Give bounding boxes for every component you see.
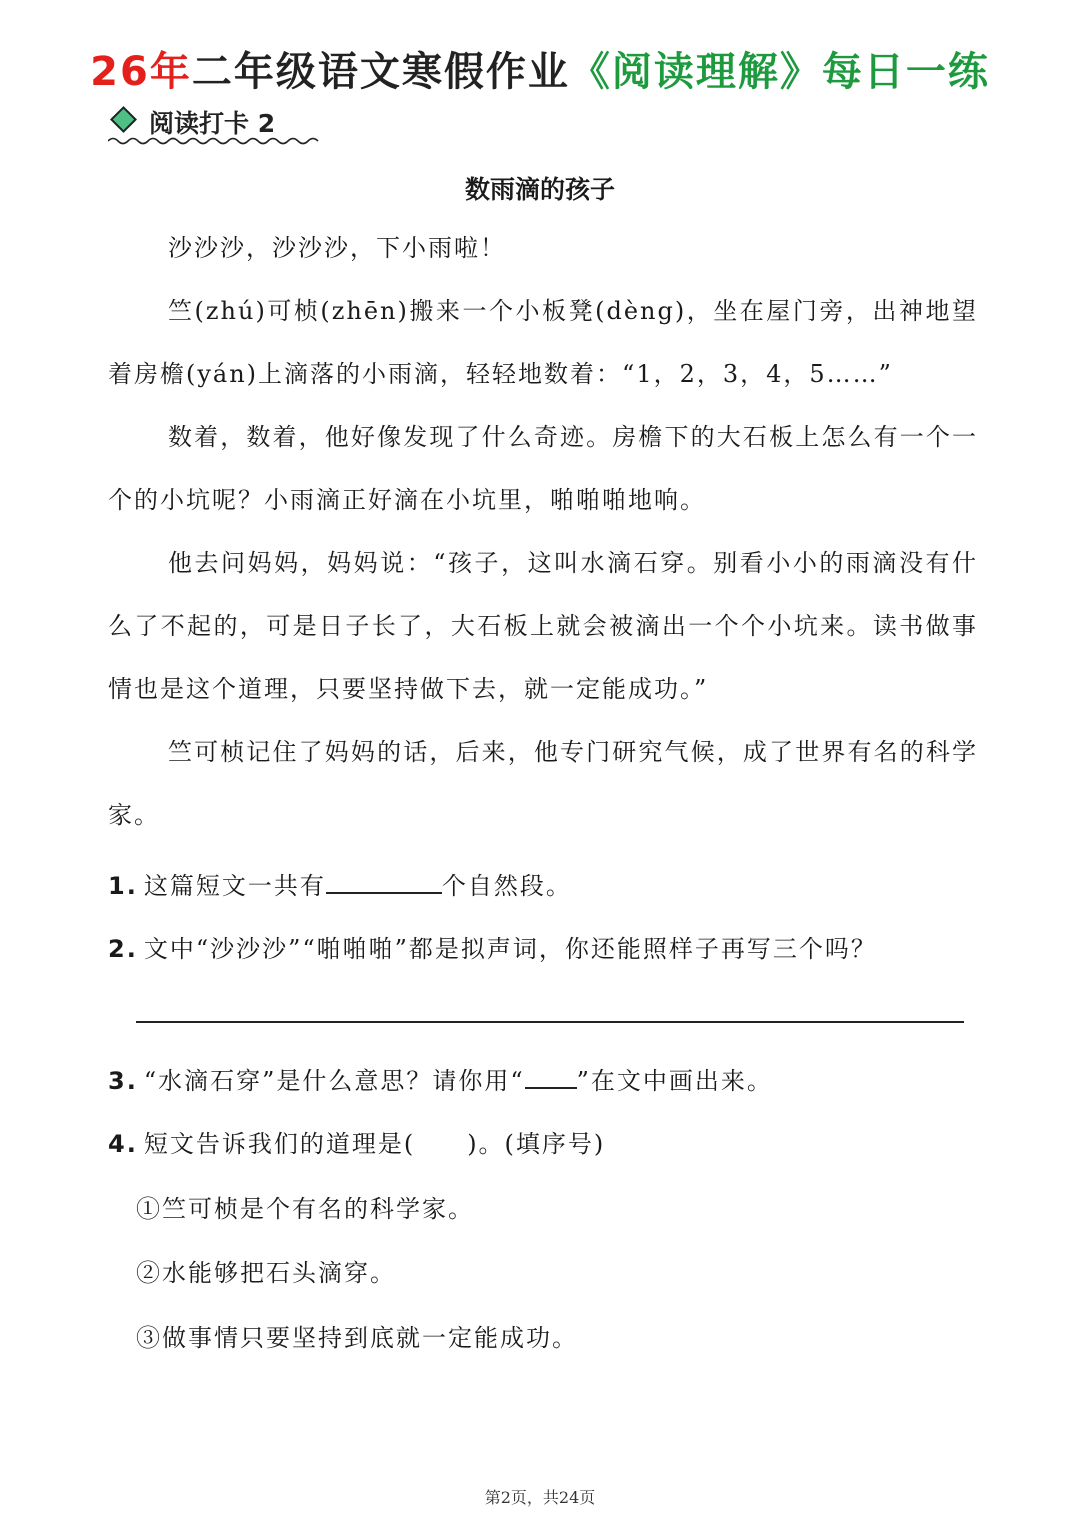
question-3-text: “水滴石穿”是什么意思？请你用“: [143, 1067, 525, 1095]
banner-subject: 《阅读理解》: [569, 49, 822, 95]
checkin-label: 阅读打卡 2: [149, 109, 276, 138]
question-4-option-2: ②水能够把石头滴穿。: [136, 1259, 396, 1287]
question-1: [108, 866, 572, 901]
story-title: 数雨滴的孩子: [464, 175, 615, 204]
question-1-text-end: 个自然段。: [441, 872, 572, 900]
story-paragraph-1: 沙沙沙，沙沙沙，下小雨啦！: [168, 234, 506, 262]
question-3-number: 3.: [108, 1067, 138, 1095]
banner-year: 26年: [90, 49, 192, 95]
story-paragraph-3: 数着，数着，他好像发现了什么奇迹。房檐下的大石板上怎么有一个一个的小坑呢？小雨滴正好滴在小坑里，啪啪啪地响。: [108, 423, 978, 514]
question-2-text: 文中“沙沙沙”“啪啪啪”都是拟声词，你还能照样子再写三个吗？: [143, 935, 877, 963]
question-4: [108, 1124, 605, 1159]
question-3-underline-sample: [525, 1065, 577, 1089]
question-1-blank[interactable]: [326, 870, 442, 894]
wavy-underline: [108, 136, 320, 146]
reading-checkin-heading: [110, 104, 275, 140]
question-3-text-end: ”在文中画出来。: [576, 1067, 773, 1095]
question-2-number: 2.: [108, 935, 138, 963]
question-4-option-1: ①竺可桢是个有名的科学家。: [136, 1195, 474, 1223]
question-1-number: 1.: [108, 872, 138, 900]
question-4-option-3: ③做事情只要坚持到底就一定能成功。: [136, 1324, 578, 1352]
story-paragraph-5: 竺可桢记住了妈妈的话，后来，他专门研究气候，成了世界有名的科学家。: [108, 738, 978, 829]
story-paragraph-2: 竺(zhú)可桢(zhēn)搬来一个小板凳(dèng)，坐在屋门旁，出神地望着房檐(yán)上滴落的小雨滴，轻轻地数着：“1，2，3，4，5……”: [108, 297, 978, 388]
question-4-number: 4.: [108, 1130, 138, 1158]
question-2-answer-line[interactable]: [136, 1021, 964, 1023]
question-4-text: 短文告诉我们的道理是( )。(填序号): [143, 1130, 606, 1158]
diamond-icon: [110, 106, 137, 133]
banner-daily: 每日一练: [821, 49, 990, 95]
question-1-text: 这篇短文一共有: [143, 872, 326, 900]
question-2: [108, 929, 877, 964]
banner-grade: 二年级语文寒假作业: [191, 49, 570, 95]
page-banner: [0, 40, 1080, 97]
story-paragraph-4: 他去问妈妈，妈妈说：“孩子，这叫水滴石穿。别看小小的雨滴没有什么了不起的，可是日子长了，大石板上就会被滴出一个个小坑来。读书做事情也是这个道理，只要坚持做下去，就一定能成功。”: [108, 549, 978, 703]
question-3: [108, 1061, 773, 1096]
page-number: 第2页，共24页: [484, 1488, 596, 1507]
